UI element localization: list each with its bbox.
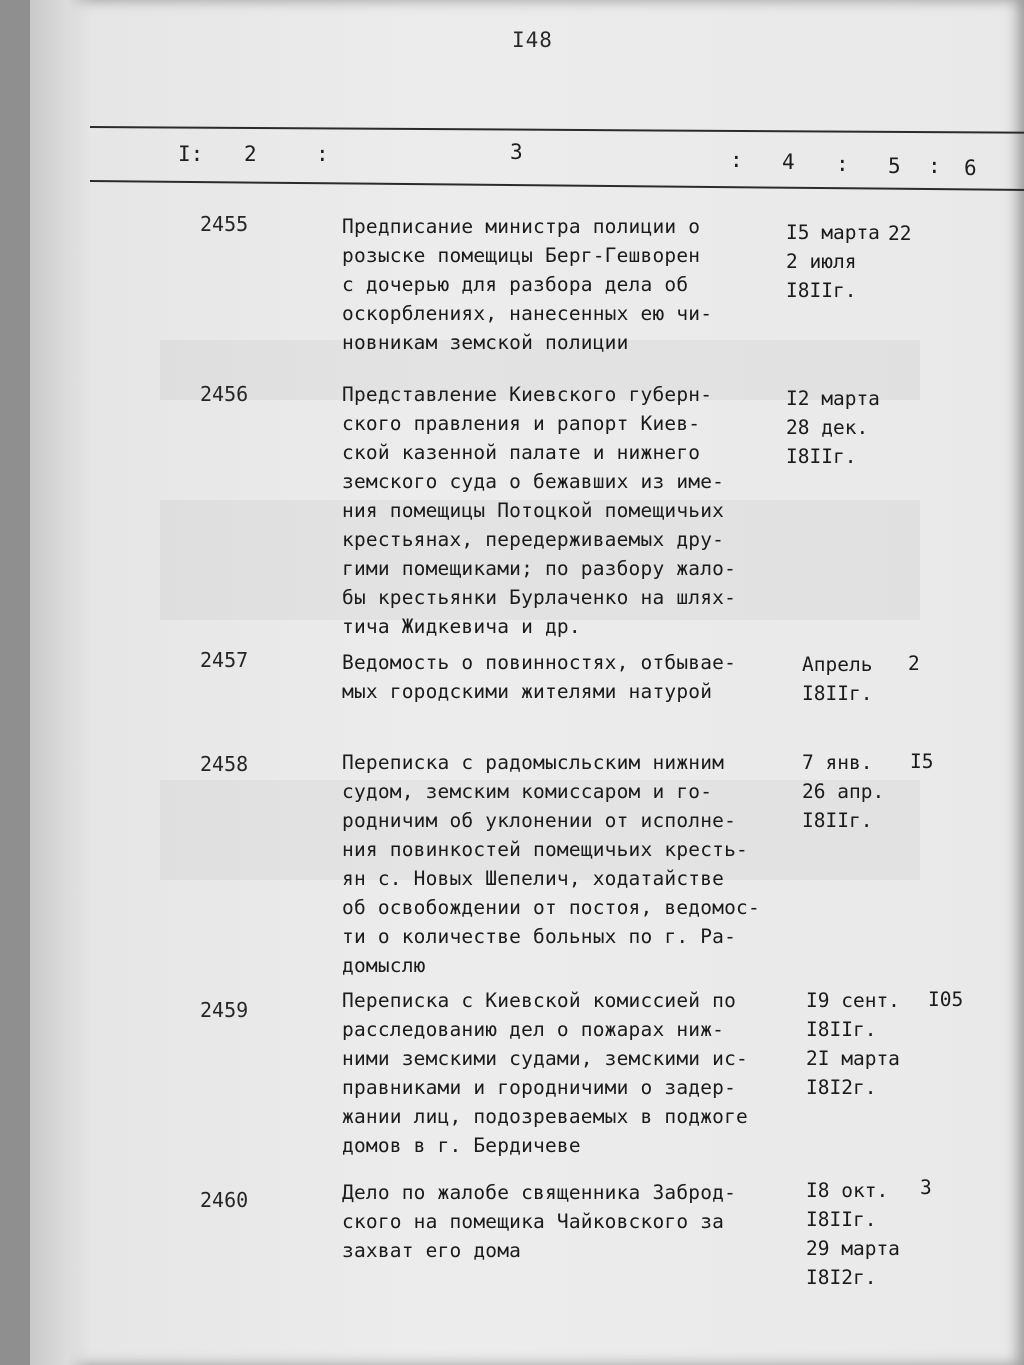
document-page — [30, 0, 1024, 1365]
entry-dates: Апрель I8IIг. — [802, 653, 873, 705]
column-header-1: I: — [178, 142, 204, 166]
column-header-2: 2 — [244, 142, 257, 166]
entry-number: 2455 — [200, 212, 249, 236]
entry-description: Представление Киевского губерн- ского правления и рапорт Киев- ской казенной палате и нижнего земского суда о бежавших из име- ния помещицы Потоцкой помещичьих крестьянах, передерживаемых дру- гими помещиками; по разбору жало- бы крестьянки Бурлаченко на шлях- тича Жидкевича и др. — [342, 383, 737, 638]
entry-dates: I8 окт. I8IIг. 29 марта I8I2г. — [806, 1179, 900, 1289]
entry-sheet-count: I05 — [928, 988, 964, 1011]
page-number: I48 — [512, 28, 553, 52]
entry-description: Предписание министра полиции о розыске помещицы Берг-Гешворен с дочерью для разбора дела об оскорблениях, нанесенных ею чи- новникам земской полиции — [342, 215, 713, 354]
entry-number: 2458 — [200, 752, 249, 776]
column-header-6: 6 — [964, 156, 977, 180]
entry-description: Переписка с Киевской комиссией по расследованию дел о пожарах ниж- ними земскими судами, земскими ис- правниками и городничими о задер- жании лиц, подозреваемых в поджоге домов в г. Бердичеве — [342, 989, 748, 1157]
entry-sheet-count: 22 — [888, 222, 912, 245]
entry-sheet-count: 2 — [908, 652, 920, 675]
entry-sheet-count: I5 — [910, 750, 934, 773]
entry-number: 2459 — [200, 998, 249, 1022]
column-separator: : — [928, 154, 941, 178]
column-header-4: 4 — [782, 150, 795, 174]
table-header-rule — [90, 180, 1024, 191]
entry-dates: 7 янв. 26 апр. I8IIг. — [802, 751, 885, 832]
entry-number: 2457 — [200, 648, 249, 672]
entry-description: Переписка с радомысльским нижним судом, земским комиссаром и го- родничим об уклонении от исполне- ния повинкостей помещичьих кресть- ян с. Новых Шепелич, ходатайстве об освобождении от постоя, ведомос- ти о количестве больных по г. Ра- домыслю — [342, 751, 760, 977]
entry-number: 2460 — [200, 1188, 249, 1212]
entry-dates: I2 марта 28 дек. I8IIг. — [786, 387, 880, 468]
entry-description: Ведомость о повинностях, отбывае- мых городскими жителями натурой — [342, 651, 737, 703]
page-fold-shadow — [30, 0, 92, 1365]
entry-sheet-count: 3 — [920, 1176, 932, 1199]
entry-dates: I9 сент. I8IIг. 2I марта I8I2г. — [806, 989, 900, 1099]
column-separator: : — [316, 142, 329, 166]
column-separator: : — [836, 152, 849, 176]
entry-number: 2456 — [200, 382, 249, 406]
table-top-rule — [90, 126, 1024, 134]
entry-description: Дело по жалобе священника Заброд- ского на помещика Чайковского за захват его дома — [342, 1181, 737, 1262]
entry-dates: I5 марта 2 июля I8IIг. — [786, 221, 880, 302]
column-header-3: 3 — [510, 140, 523, 164]
column-header-5: 5 — [888, 154, 901, 178]
column-separator: : — [730, 148, 743, 172]
